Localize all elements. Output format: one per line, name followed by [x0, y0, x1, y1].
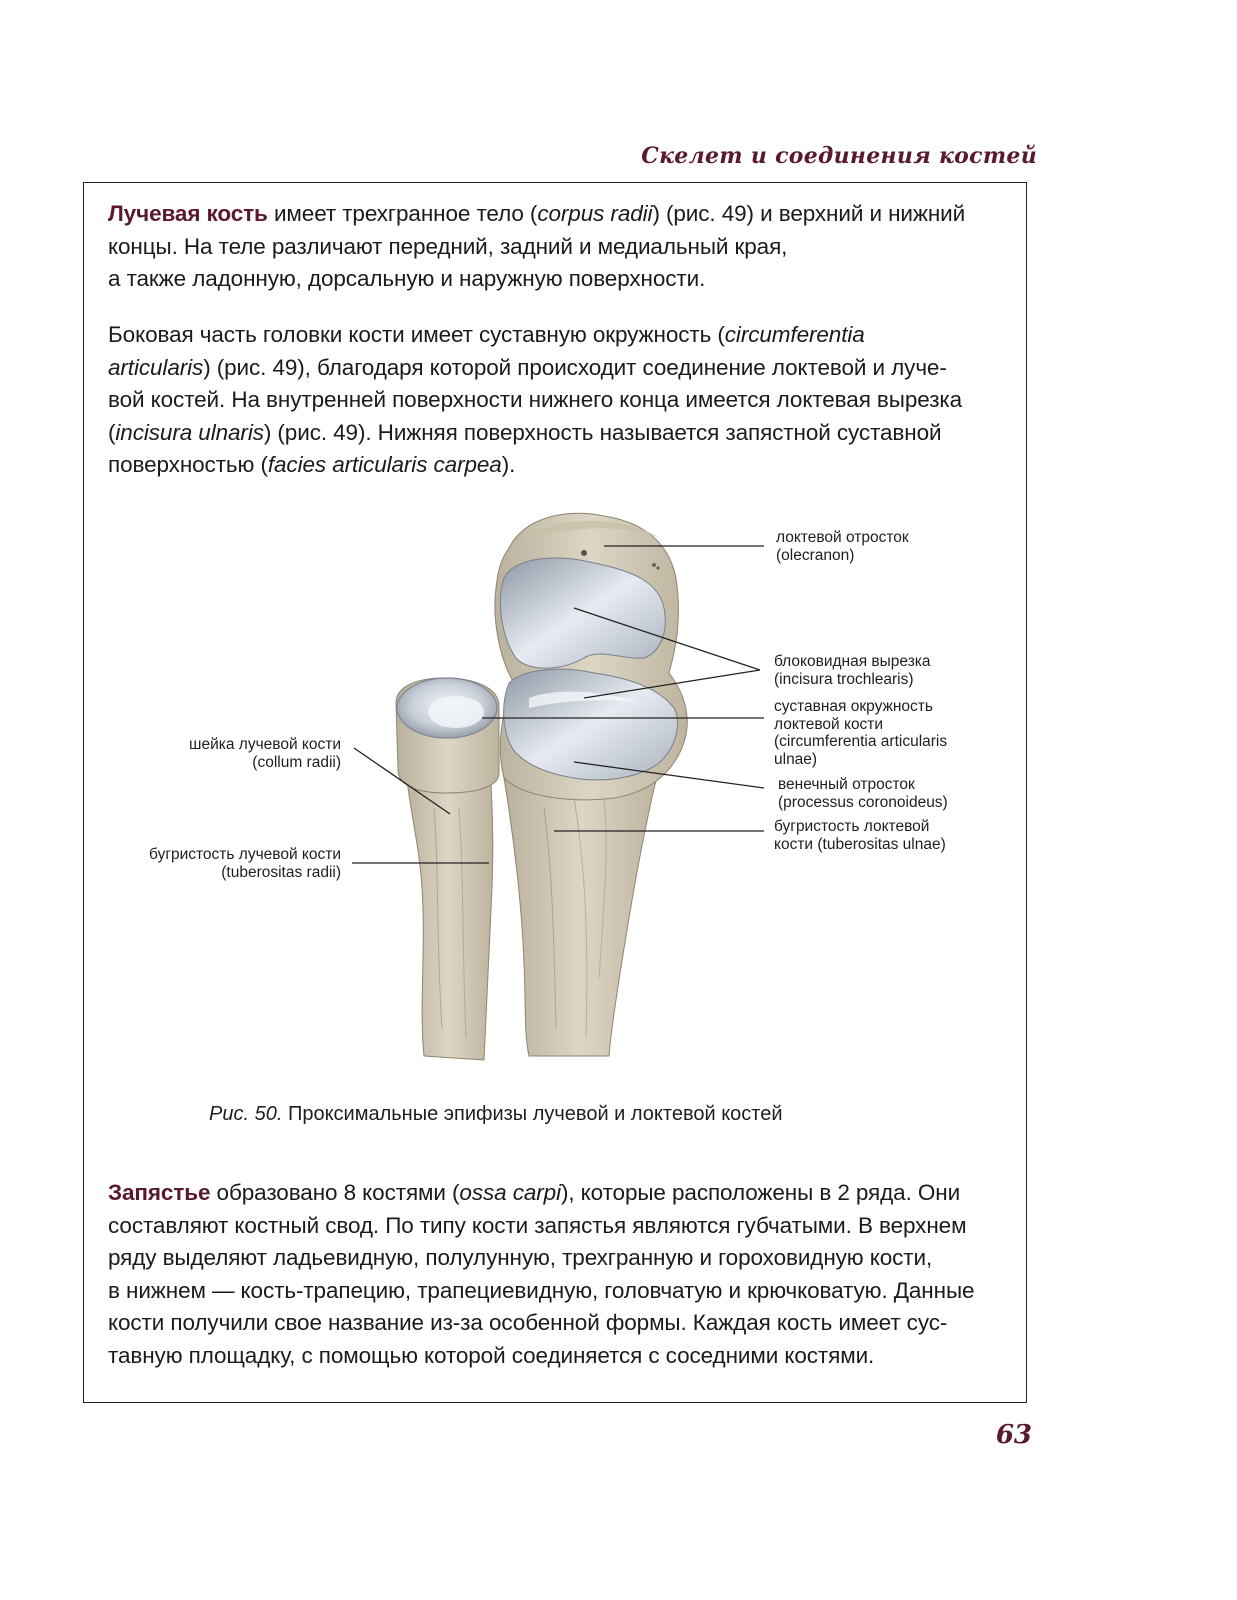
- text-line: поверхностью (facies articularis carpea).: [108, 452, 516, 477]
- text-line: (incisura ulnaris) (рис. 49). Нижняя поверхность называется запястной суставной: [108, 419, 942, 445]
- label-collum-radii: шейка лучевой кости (collum radii): [189, 736, 341, 771]
- label-olecranon: локтевой отросток (olecranon): [776, 529, 909, 564]
- label-circumferentia: суставная окружность локтевой кости (circumferentia articularis ulnae): [774, 698, 948, 768]
- text-line: Боковая часть головки кости имеет суставную окружность (circumferentia: [108, 322, 865, 347]
- text-line: articularis) (рис. 49), благодаря которой происходит соединение локтевой и луче-: [108, 354, 947, 380]
- text-line: кости получили свое название из-за особенной формы. Каждая кость имеет сус-: [108, 1310, 948, 1335]
- term-carpus: Запястье: [108, 1180, 211, 1205]
- ulna-shaft: [504, 768, 659, 1056]
- text-line: вой костей. На внутренней поверхности нижнего конца имеется локтевая вырезка: [108, 387, 963, 412]
- text-line: Лучевая кость имеет трехгранное тело (corpus radii) (рис. 49) и верхний и нижний: [108, 201, 966, 226]
- running-header: Скелет и соединения костей: [641, 143, 1037, 169]
- paragraph-head: [108, 319, 1008, 482]
- text-line: тавную площадку, с помощью которой соединяется с соседними костями.: [108, 1342, 875, 1368]
- text-line: Запястье образовано 8 костями (ossa carpi), которые расположены в 2 ряда. Они: [108, 1180, 961, 1205]
- text-line: в нижнем — кость-трапецию, трапециевидную, головчатую и крючковатую. Данные: [108, 1277, 975, 1303]
- bone-figure: [84, 508, 1024, 1088]
- figure-caption: Рис. 50. Проксимальные эпифизы лучевой и локтевой костей: [209, 1103, 783, 1125]
- text-line: концы. На теле различают передний, задний и медиальный края,: [108, 233, 788, 259]
- paragraph-radius: [108, 198, 1008, 296]
- text-line: а также ладонную, дорсальную и наружную поверхности.: [108, 266, 706, 291]
- label-trochlear-notch: блоковидная вырезка (incisura trochlearis): [774, 653, 931, 688]
- paragraph-carpus: [108, 1177, 1008, 1372]
- term-radius: Лучевая кость: [108, 201, 268, 226]
- text-line: ряду выделяют ладьевидную, полулунную, трехгранную и гороховидную кости,: [108, 1245, 933, 1270]
- content-frame: [83, 182, 1027, 1403]
- label-coronoid: венечный отросток (processus coronoideus): [778, 776, 948, 811]
- page-number: 63: [995, 1420, 1032, 1450]
- label-tuberositas-radii: бугристость лучевой кости (tuberositas radii): [149, 846, 341, 881]
- text-line: составляют костный свод. По типу кости запястья являются губчатыми. В верхнем: [108, 1212, 967, 1238]
- label-tuberositas-ulnae: бугристость локтевой кости (tuberositas ulnae): [774, 818, 946, 853]
